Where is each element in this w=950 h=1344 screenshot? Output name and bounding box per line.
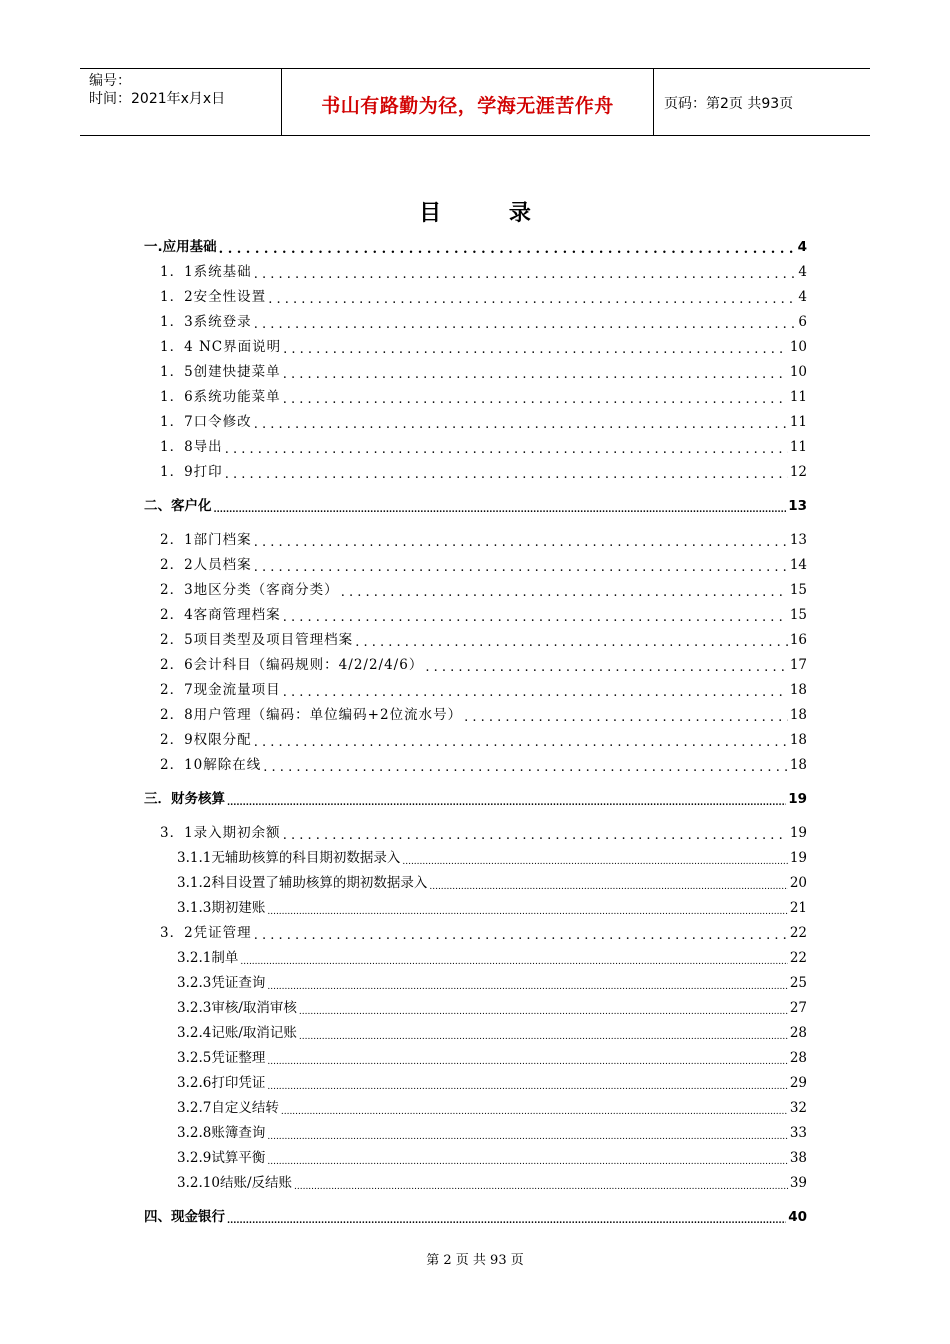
toc-entry-page: 39 [789, 1175, 807, 1191]
toc-entry-page: 29 [789, 1075, 807, 1091]
toc-leader-dots [267, 1151, 787, 1167]
toc-entry-page: 18 [789, 707, 807, 723]
toc-entry-page: 19 [789, 850, 807, 866]
page-header [80, 68, 870, 136]
toc-entry-page: 28 [789, 1050, 807, 1066]
toc-entry-title: 三．财务核算 [144, 791, 225, 807]
toc-leader-dots [283, 608, 788, 624]
toc-leader-dots [268, 290, 796, 306]
toc-entry-title: 2．9权限分配 [160, 732, 252, 748]
toc-entry-title: 2．1部门档案 [160, 532, 252, 548]
toc-entry-page: 21 [789, 900, 807, 916]
toc-entry-page: 14 [789, 557, 807, 573]
toc-entry[interactable] [144, 629, 807, 649]
toc-entry[interactable] [144, 529, 807, 549]
toc-leader-dots [283, 365, 788, 381]
toc-title: 目 录 [419, 201, 561, 226]
toc-entry-title: 3.1.3期初建账 [177, 900, 266, 916]
toc-leader-dots [283, 390, 788, 406]
toc-leader-dots [254, 558, 788, 574]
toc-entry[interactable] [144, 361, 807, 381]
page-footer: 第 2 页 共 93 页 [426, 1253, 524, 1268]
toc-entry-page: 15 [789, 582, 807, 598]
toc-leader-dots [299, 1026, 788, 1042]
toc-entry[interactable] [144, 1097, 807, 1117]
toc-leader-dots [402, 851, 787, 867]
toc-entry[interactable] [144, 754, 807, 774]
toc-entry[interactable] [144, 822, 807, 842]
toc-leader-dots [355, 633, 788, 649]
toc-entry-title: 1．1系统基础 [160, 264, 252, 280]
toc-entry-title: 四、现金银行 [144, 1209, 225, 1225]
toc-entry-page: 40 [788, 1209, 807, 1225]
header-left-cell [80, 69, 282, 135]
toc-entry[interactable] [144, 729, 807, 749]
toc-entry-page: 19 [789, 825, 807, 841]
toc-leader-dots [240, 951, 787, 967]
toc-leader-dots [294, 1176, 788, 1192]
toc-leader-dots [227, 792, 786, 808]
toc-entry[interactable] [144, 1147, 807, 1167]
toc-leader-dots [283, 683, 788, 699]
toc-leader-dots [341, 583, 788, 599]
toc-entry-title: 3.2.3凭证查询 [177, 975, 266, 991]
toc-entry-title: 1．9打印 [160, 464, 223, 480]
toc-leader-dots [254, 926, 788, 942]
toc-entry[interactable] [144, 897, 807, 917]
toc-entry-page: 13 [788, 498, 807, 514]
toc-leader-dots [225, 440, 788, 456]
toc-entry-title: 2．4客商管理档案 [160, 607, 281, 623]
toc-entry-title: 1．8导出 [160, 439, 223, 455]
toc-entry-page: 19 [788, 791, 807, 807]
toc-entry-title: 3．2凭证管理 [160, 925, 252, 941]
toc-entry[interactable] [144, 1022, 807, 1042]
toc-entry-title: 2．2人员档案 [160, 557, 252, 573]
toc-leader-dots [214, 499, 787, 515]
toc-entry-page: 18 [789, 732, 807, 748]
toc-entry-title: 2．6会计科目（编码规则：4/2/2/4/6） [160, 657, 424, 673]
toc-entry[interactable] [144, 679, 807, 699]
toc-entry-page: 16 [789, 632, 807, 648]
toc-entry[interactable] [144, 286, 807, 306]
toc-entry-page: 18 [789, 682, 807, 698]
toc-entry-page: 15 [789, 607, 807, 623]
toc-leader-dots [267, 1126, 787, 1142]
toc-leader-dots [267, 976, 787, 992]
header-middle-cell [282, 69, 654, 135]
toc-leader-dots [283, 340, 788, 356]
toc-leader-dots [225, 465, 788, 481]
toc-entry-page: 38 [789, 1150, 807, 1166]
toc-leader-dots [464, 708, 788, 724]
toc-entry-page: 12 [789, 464, 807, 480]
toc-entry[interactable] [144, 411, 807, 431]
toc-leader-dots [263, 758, 788, 774]
toc-entry[interactable] [144, 1172, 807, 1192]
toc-entry-page: 25 [789, 975, 807, 991]
toc-entry[interactable] [144, 336, 807, 356]
toc-entry-title: 3.2.3审核/取消审核 [177, 1000, 297, 1016]
toc-entry[interactable] [144, 436, 807, 456]
toc-leader-dots [219, 240, 796, 256]
toc-entry[interactable] [144, 495, 807, 515]
toc-entry-page: 17 [789, 657, 807, 673]
toc-leader-dots [281, 1101, 788, 1117]
toc-entry-title: 1．2安全性设置 [160, 289, 267, 305]
toc-leader-dots [283, 826, 788, 842]
toc-entry-title: 1．6系统功能菜单 [160, 389, 281, 405]
toc-entry-title: 2．3地区分类（客商分类） [160, 582, 339, 598]
toc-entry-title: 1．3系统登录 [160, 314, 252, 330]
toc-leader-dots [267, 1076, 787, 1092]
toc-entry-title: 3．1录入期初余额 [160, 825, 281, 841]
toc-leader-dots [254, 733, 788, 749]
toc-entry-title: 3.1.1无辅助核算的科目期初数据录入 [177, 850, 401, 866]
toc-leader-dots [254, 315, 797, 331]
toc-entry-title: 3.2.7自定义结转 [177, 1100, 279, 1116]
toc-entry-page: 18 [789, 757, 807, 773]
toc-leader-dots [299, 1001, 788, 1017]
toc-entry-page: 4 [798, 264, 807, 280]
toc-leader-dots [254, 415, 788, 431]
toc-entry-page: 11 [789, 439, 807, 455]
toc-entry-page: 6 [798, 314, 807, 330]
toc-leader-dots [429, 876, 787, 892]
toc-entry[interactable] [144, 922, 807, 942]
toc-entry[interactable] [144, 236, 807, 256]
toc-entry-title: 1．7口令修改 [160, 414, 252, 430]
page-info: 页码：第2页 共93页 [664, 96, 794, 112]
toc-entry[interactable] [144, 972, 807, 992]
date-label: 时间：2021年x月x日 [89, 91, 226, 107]
toc-entry-title: 1．5创建快捷菜单 [160, 364, 281, 380]
toc-entry-page: 20 [789, 875, 807, 891]
toc-entry-page: 22 [789, 950, 807, 966]
toc-entry-title: 3.2.5凭证整理 [177, 1050, 266, 1066]
toc-entry-title: 一.应用基础 [144, 239, 217, 255]
toc-leader-dots [425, 658, 787, 674]
toc-entry[interactable] [144, 847, 807, 867]
toc-entry-title: 3.2.1制单 [177, 950, 239, 966]
toc-entry-page: 22 [789, 925, 807, 941]
toc-entry-page: 4 [797, 239, 807, 255]
toc-entry[interactable] [144, 872, 807, 892]
toc-entry[interactable] [144, 261, 807, 281]
toc-leader-dots [267, 1051, 787, 1067]
toc-entry[interactable] [144, 311, 807, 331]
toc-entry-title: 1．4 NC界面说明 [160, 339, 282, 355]
toc-entry[interactable] [144, 788, 807, 808]
toc-entry[interactable] [144, 554, 807, 574]
toc-entry[interactable] [144, 1122, 807, 1142]
toc-entry[interactable] [144, 947, 807, 967]
toc-entry-page: 10 [789, 364, 807, 380]
toc-entry-page: 27 [789, 1000, 807, 1016]
toc-entry[interactable] [144, 654, 807, 674]
motto: 书山有路勤为径，学海无涯苦作舟 [321, 95, 614, 117]
toc-entry-page: 11 [789, 389, 807, 405]
toc-leader-dots [254, 265, 797, 281]
toc-entry-title: 二、客户化 [144, 498, 212, 514]
toc-leader-dots [267, 901, 787, 917]
toc-entry-page: 13 [789, 532, 807, 548]
toc-entry-title: 2．8用户管理（编码：单位编码+2位流水号） [160, 707, 463, 723]
toc-entry-page: 11 [789, 414, 807, 430]
toc-entry[interactable] [144, 579, 807, 599]
toc-entry-page: 4 [798, 289, 807, 305]
toc-entry-page: 32 [789, 1100, 807, 1116]
toc-entry[interactable] [144, 704, 807, 724]
toc-entry-page: 28 [789, 1025, 807, 1041]
toc-entry-title: 3.2.9试算平衡 [177, 1150, 266, 1166]
toc-entry-title: 2．10解除在线 [160, 757, 262, 773]
toc-entry-title: 2．5项目类型及项目管理档案 [160, 632, 354, 648]
toc-leader-dots [227, 1210, 786, 1226]
toc-entry[interactable] [144, 1206, 807, 1226]
number-label: 编号： [89, 73, 131, 89]
toc-entry-title: 3.2.4记账/取消记账 [177, 1025, 297, 1041]
toc-entry[interactable] [144, 461, 807, 481]
toc-leader-dots [254, 533, 788, 549]
toc-entry-title: 3.2.10结账/反结账 [177, 1175, 292, 1191]
toc-entry[interactable] [144, 997, 807, 1017]
toc-entry-page: 33 [789, 1125, 807, 1141]
toc-entry-title: 3.2.6打印凭证 [177, 1075, 266, 1091]
toc-entry[interactable] [144, 1072, 807, 1092]
toc-entry-title: 3.2.8账簿查询 [177, 1125, 266, 1141]
toc-entry[interactable] [144, 386, 807, 406]
toc-entry-page: 10 [789, 339, 807, 355]
toc-entry[interactable] [144, 604, 807, 624]
toc-entry-title: 3.1.2科目设置了辅助核算的期初数据录入 [177, 875, 428, 891]
toc-entry[interactable] [144, 1047, 807, 1067]
toc-entry-title: 2．7现金流量项目 [160, 682, 281, 698]
